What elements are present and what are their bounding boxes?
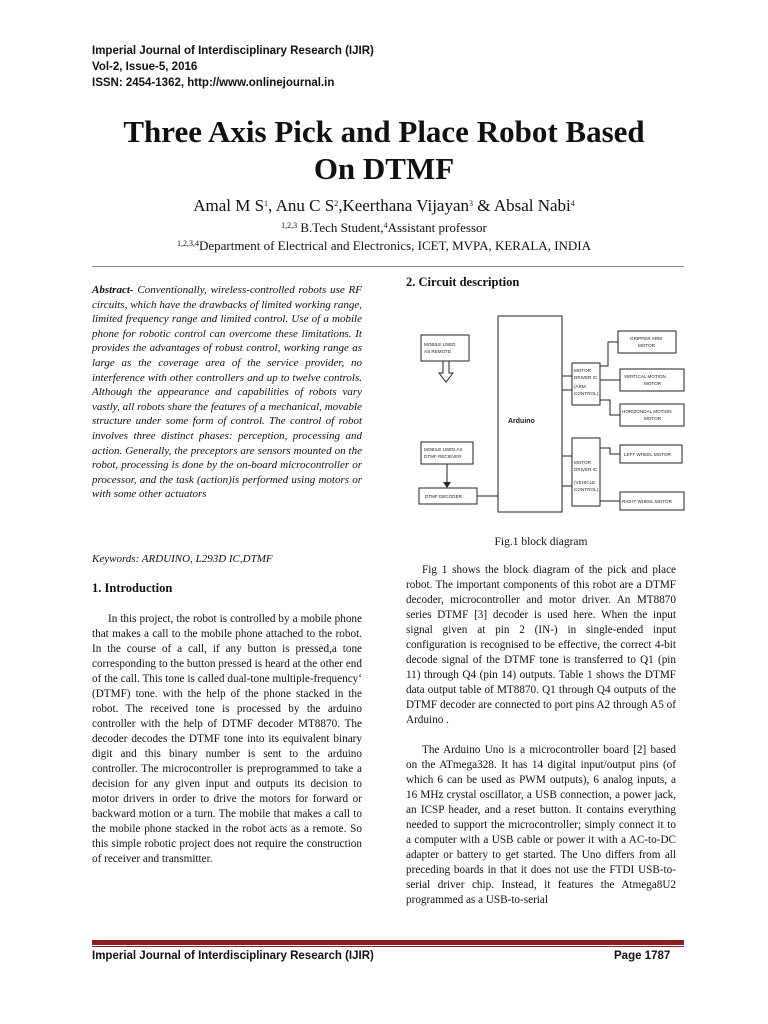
- intro-heading: 1. Introduction: [92, 581, 173, 595]
- figure-caption: Fig.1 block diagram: [494, 536, 588, 548]
- author-1-sup: 1: [264, 199, 269, 208]
- affil-sup-1: 1,2,3: [281, 221, 298, 230]
- md2-label-1: MOTOR: [574, 460, 592, 465]
- circuit-heading: 2. Circuit description: [406, 275, 520, 289]
- md1-label-4: CONTROL): [574, 391, 598, 396]
- volume-header: Vol-2, Issue-5, 2016: [92, 61, 198, 73]
- footer-rule-thick: [92, 940, 684, 945]
- md1-label-2: DRIVER IC: [574, 375, 598, 380]
- md2-label-3: (VEHICLE: [574, 480, 596, 485]
- affil-role-student: B.Tech Student,: [297, 220, 384, 235]
- md1-to-horizontal-line: [600, 400, 620, 415]
- keywords: Keywords: ARDUINO, L293D IC,DTMF: [92, 553, 273, 565]
- arduino-label: Arduino: [508, 418, 535, 425]
- author-1: Amal M S: [193, 196, 265, 215]
- horizontal-label-1: HORIZONDAL MOTION: [622, 409, 672, 414]
- intro-body: [92, 612, 362, 867]
- affiliation-roles: [40, 220, 728, 236]
- mobile-receiver-box: [421, 442, 473, 464]
- paper-title: [40, 113, 728, 187]
- affil-sup-all: 1,2,3,4: [176, 239, 199, 248]
- abstract: [92, 283, 362, 502]
- receiver-arrowhead: [443, 482, 451, 488]
- remote-arrow: [439, 361, 453, 382]
- md2-label-4: CONTROL): [574, 487, 598, 492]
- vertical-label-2: MOTOR: [644, 381, 662, 386]
- mobile-recv-label-2: DTMF RECIEVER: [424, 454, 462, 459]
- author-3-sup: 3: [469, 199, 474, 208]
- gripper-label-2: MOTOR: [638, 343, 656, 348]
- author-2-sup: 2: [334, 199, 339, 208]
- affil-role-professor: Assistant professor: [387, 220, 487, 235]
- mobile-remote-label-2: AS REMOTE: [424, 349, 452, 354]
- title-line-2: On DTMF: [313, 151, 455, 186]
- abstract-label: Abstract-: [92, 284, 134, 296]
- horizontal-label-2: MOTOR: [644, 416, 662, 421]
- arduino-box: [498, 316, 562, 512]
- author-2: Anu C S: [275, 196, 335, 215]
- affil-sup-4: 4: [383, 221, 388, 230]
- author-list: Amal M $S^1$, Anu C $S^2,Keerthana$ Vijayan$^3$ & Absal Nabi$^4$: [193, 196, 575, 215]
- mobile-remote-box: [421, 335, 469, 361]
- md1-label-3: (ARM: [574, 384, 586, 389]
- author-4-sup: 4: [570, 199, 575, 208]
- circuit-paragraph-1: Fig 1 shows the block diagram of the pick and place robot. The important components of this robot are a DTMF decoder, microcontroller and motor driver. An MT8870 series DTMF [3] decoder is used here. When the input signal given at pin 2 (IN-) in single-ended input configuration is recognised to be effective, the correct 4-bit decode signal of the DTMF tone is transferred to Q1 (pin 11) through Q4 (pin 14) outputs. Table 1 shows the DTMF data output table of MT8870. Q1 through Q4 outputs of the DTMF decoder are connected to port pins A2 through A5 of Arduino .: [406, 564, 676, 726]
- issn-header: ISSN: 2454-1362, http://www.onlinejournal.in: [92, 77, 335, 89]
- md2-label-2: DRIVER IC: [574, 467, 598, 472]
- header-divider: [92, 266, 684, 267]
- affiliation-department: [40, 238, 728, 254]
- mobile-recv-label-1: MOBILE USED AS: [424, 447, 463, 452]
- footer-rule-thin: [92, 946, 684, 947]
- mobile-remote-label-1: MOBILE USED: [424, 342, 456, 347]
- author-3: Keerthana Vijayan: [342, 196, 470, 215]
- page-number: Page 1787: [614, 950, 671, 962]
- affil-department-text: Department of Electrical and Electronics, ICET, MVPA, KERALA, INDIA: [198, 238, 592, 253]
- horizontal-motion-motor-box: [620, 404, 684, 426]
- gripper-arm-motor-box: [618, 331, 676, 353]
- abstract-text: Conventionally, wireless-controlled robots use RF circuits, which have the drawbacks of limited working range, limited frequency range and limited control. Use of a mobile phone for robotic control can overcome these limitations. It provides the advantages of robust control, working range as large as the coverage area of the service provider, no interference with other controllers and up to twelve controls. Although the appearance and capabilities of robots vary vastly, all robots share the features of a mechanical, movable structure under some form of control. The control of robot involves three distinct phases: perception, processing and action. Generally, the preceptors are sensors mounted on the robot, processing is done by the on-board microcontroller or processor, and the task (action)is performed using motors or with some other actuators: [92, 284, 362, 501]
- circuit-paragraph-2: The Arduino Uno is a microcontroller board [2] based on the ATmega328. It has 14 digital input/output pins (of which 6 can be used as PWM outputs), 6 analog inputs, a 16 MHz crystal oscillator, a USB connection, a power jack, an ICSP header, and a reset button. It contains everything needed to support the microcontroller; simply connect it to a computer with a USB cable or power it with a AC-to-DC adapter or battery to get started. The Uno differs from all preceding boards in that it does not use the FTDI USB-to-serial driver chip. Instead, it features the Atmega8U2 programmed as a USB-to-serial: [406, 744, 676, 906]
- right-wheel-label: RIGHT WHEEL MOTOR: [622, 499, 672, 504]
- left-wheel-label: LEFT WHEEL MOTOR: [624, 452, 671, 457]
- md2-to-left-line: [600, 448, 620, 454]
- md1-to-gripper-line: [600, 342, 618, 366]
- dtmf-decoder-label: DTMF DECODER: [425, 494, 463, 499]
- title-line-1: Three Axis Pick and Place Robot Based: [123, 114, 645, 149]
- intro-paragraph: In this project, the robot is controlled by a mobile phone that makes a call to the mobile phone attached to the robot. In the course of a call, if any button is pressed,a tone corresponding to the button pressed is heard at the other end of the call. This tone is called dual-tone multiple-frequency‘ (DTMF) tone. with the help of the phone stacked in the robot. The received tone is processed by the arduino controller with the help of DTMF decoder MT8870. The decoder decodes the DTMF tone into its equivalent binary digit and this binary number is sent to the arduino controller. The microcontroller is preprogrammed to take a decision for any given input and outputs its decision to motor drivers in order to drive the motors for forward or backward motion or a turn. The mobile that makes a call to the mobile phone stacked in the robot acts as a remote. So this simple robotic project does not require the construction of receiver and transmitter.: [92, 613, 362, 865]
- vertical-label-1: VERTICAL MOTION: [624, 374, 666, 379]
- motor-driver-vehicle-box: [572, 438, 600, 506]
- circuit-body: [406, 563, 676, 908]
- gripper-label-1: GRIPPER ARM: [630, 336, 662, 341]
- footer-journal: Imperial Journal of Interdisciplinary Research (IJIR): [92, 950, 374, 962]
- md1-label-1: MOTOR: [574, 368, 592, 373]
- author-4: Absal Nabi: [493, 196, 571, 215]
- vertical-motion-motor-box: [620, 369, 684, 391]
- journal-header: Imperial Journal of Interdisciplinary Research (IJIR): [92, 45, 374, 57]
- block-diagram: [412, 306, 692, 521]
